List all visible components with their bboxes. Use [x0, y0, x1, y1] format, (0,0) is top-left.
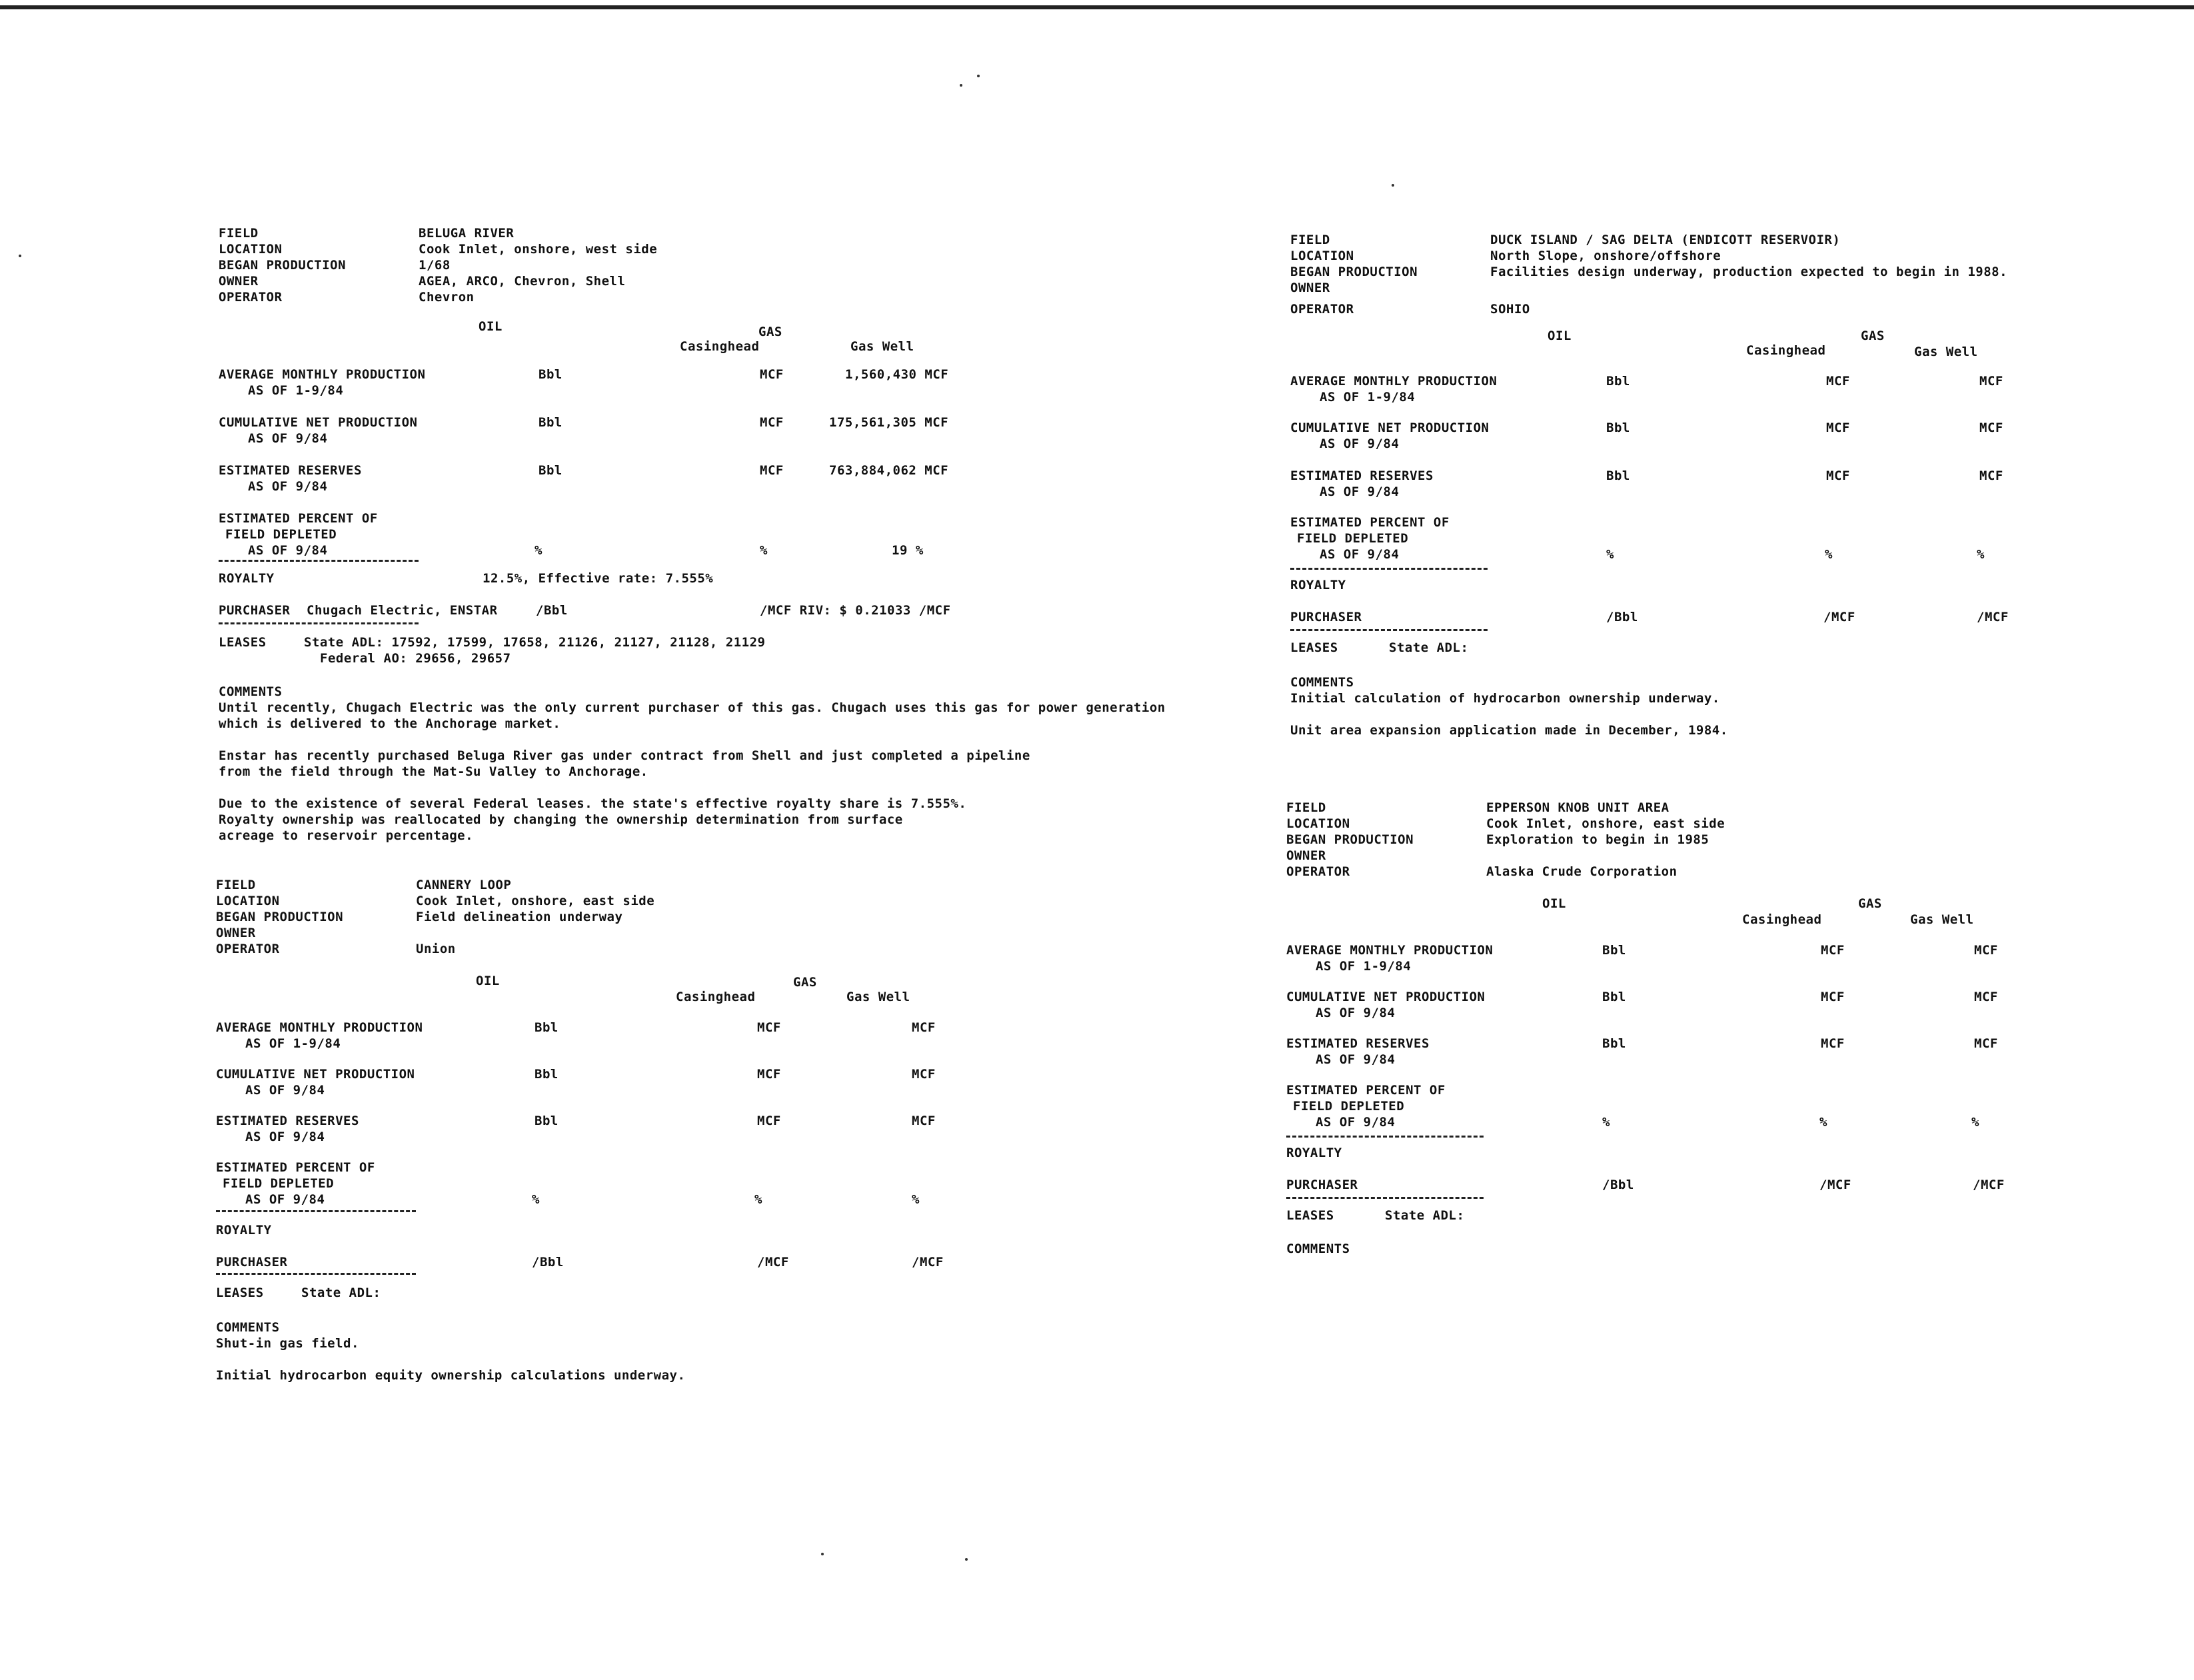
gas-well-column-header: Gas Well: [850, 339, 914, 354]
field-block-epperson-knob: [1286, 800, 2153, 1266]
row-sublabel: AS OF 9/84: [248, 543, 328, 558]
row-label: ESTIMATED RESERVES: [219, 463, 362, 478]
operator-value: SOHIO: [1490, 302, 1530, 317]
gas-well-value: MCF: [1979, 420, 2003, 435]
gas-price: /MCF RIV: $ 0.21033 /MCF: [760, 603, 951, 618]
row-label: ESTIMATED PERCENT OF: [216, 1160, 375, 1175]
purchaser-label: PURCHASER: [216, 1255, 288, 1269]
divider: [1286, 1136, 1484, 1138]
oil-value: %: [1602, 1115, 1610, 1130]
field-label: FIELD: [216, 878, 256, 892]
row-label: CUMULATIVE NET PRODUCTION: [219, 415, 418, 430]
purchaser-label: PURCHASER: [219, 603, 291, 618]
divider: [1290, 629, 1488, 631]
operator-label: OPERATOR: [219, 290, 283, 305]
gas-well-value: MCF: [912, 1114, 936, 1128]
row-sublabel: AS OF 9/84: [248, 431, 328, 446]
comment-paragraph: Unit area expansion application made in December, 1984.: [1290, 723, 1728, 738]
began-production-label: BEGAN PRODUCTION: [219, 258, 347, 273]
row-label: CUMULATIVE NET PRODUCTION: [216, 1067, 415, 1082]
row-sublabel: AS OF 9/84: [1316, 1052, 1396, 1067]
oil-column-header: OIL: [479, 319, 503, 334]
gas-well-value: MCF: [1974, 943, 1998, 958]
owner-label: OWNER: [1290, 281, 1330, 295]
row-label: ESTIMATED RESERVES: [1286, 1036, 1430, 1051]
row-label: AVERAGE MONTHLY PRODUCTION: [216, 1020, 423, 1035]
casinghead-price: /MCF: [757, 1255, 789, 1269]
operator-value: Chevron: [419, 290, 475, 305]
oil-value: Bbl: [1602, 943, 1626, 958]
field-header: [219, 225, 885, 305]
leases-label: LEASES: [216, 1285, 264, 1300]
row-label: ESTIMATED PERCENT OF: [219, 511, 378, 526]
comments-section: [1290, 674, 2090, 754]
gas-column-header: GAS: [1858, 896, 1882, 911]
field-header: [1286, 800, 1953, 880]
scan-top-border: [0, 5, 2194, 9]
oil-price: /Bbl: [532, 1255, 564, 1269]
oil-value: Bbl: [1606, 468, 1630, 483]
comment-paragraph: Due to the existence of several Federal leases. the state's effective royalty share is 7.555%. Royalty ownership was reallocated by changing the ownership determination from surface acreage to reservoir percentage.: [219, 796, 967, 843]
row-sublabel: AS OF 1-9/84: [245, 1036, 341, 1051]
field-name: EPPERSON KNOB UNIT AREA: [1486, 800, 1669, 815]
field-header: [1290, 232, 2157, 317]
oil-price: /Bbl: [1606, 610, 1638, 624]
row-label: ESTIMATED PERCENT OF: [1290, 515, 1450, 530]
casinghead-price: /MCF: [1823, 610, 1855, 624]
comment-paragraph: Shut-in gas field.: [216, 1336, 359, 1351]
casinghead-value: MCF: [1821, 990, 1845, 1004]
gas-well-price: /MCF: [912, 1255, 944, 1269]
location-value: Cook Inlet, onshore, west side: [419, 242, 658, 257]
casinghead-column-header: Casinghead: [676, 990, 756, 1004]
leases-line-1: State ADL:: [1389, 640, 1469, 655]
gas-well-value: %: [912, 1192, 920, 1207]
casinghead-value: MCF: [1826, 468, 1850, 483]
oil-value: Bbl: [1602, 990, 1626, 1004]
casinghead-value: MCF: [760, 415, 784, 430]
leases-label: LEASES: [1290, 640, 1338, 655]
row-sublabel: AS OF 9/84: [248, 479, 328, 494]
gas-well-value: 175,561,305 MCF: [829, 415, 949, 430]
scan-speck: [965, 1558, 968, 1561]
operator-label: OPERATOR: [1290, 302, 1354, 317]
row-label-2: FIELD DEPLETED: [225, 527, 337, 542]
location-label: LOCATION: [1290, 249, 1354, 263]
row-label: ESTIMATED RESERVES: [216, 1114, 359, 1128]
field-label: FIELD: [1290, 233, 1330, 247]
casinghead-value: MCF: [1826, 374, 1850, 389]
casinghead-column-header: Casinghead: [1742, 912, 1822, 927]
field-name: CANNERY LOOP: [416, 878, 512, 892]
row-label: AVERAGE MONTHLY PRODUCTION: [1286, 943, 1494, 958]
oil-value: %: [535, 543, 543, 558]
divider: [216, 1210, 416, 1212]
divider: [1290, 568, 1488, 570]
gas-well-value: %: [1971, 1115, 1979, 1130]
gas-well-column-header: Gas Well: [1910, 912, 1974, 927]
royalty-label: ROYALTY: [1290, 578, 1346, 592]
row-sublabel: AS OF 9/84: [245, 1130, 325, 1144]
row-sublabel: AS OF 9/84: [1320, 436, 1400, 451]
field-label: FIELD: [1286, 800, 1326, 815]
row-label: ESTIMATED PERCENT OF: [1286, 1083, 1446, 1098]
row-sublabel: AS OF 1-9/84: [1316, 959, 1412, 974]
casinghead-value: MCF: [1821, 1036, 1845, 1051]
oil-column-header: OIL: [476, 974, 500, 988]
location-label: LOCATION: [219, 242, 283, 257]
divider: [219, 560, 419, 562]
row-sublabel: AS OF 9/84: [1316, 1006, 1396, 1020]
comment-paragraph: Initial hydrocarbon equity ownership calculations underway.: [216, 1368, 686, 1383]
row-sublabel: AS OF 9/84: [1320, 484, 1400, 499]
field-block-duck-island: [1290, 232, 2157, 752]
gas-column-header: GAS: [1861, 329, 1885, 343]
gas-well-value: 1,560,430 MCF: [845, 367, 949, 382]
field-name: DUCK ISLAND / SAG DELTA (ENDICOTT RESERVOIR): [1490, 233, 1841, 247]
began-production-value: 1/68: [419, 258, 451, 273]
oil-price: /Bbl: [1602, 1178, 1634, 1192]
owner-value: AGEA, ARCO, Chevron, Shell: [419, 274, 626, 289]
row-label: CUMULATIVE NET PRODUCTION: [1286, 990, 1486, 1004]
row-label: AVERAGE MONTHLY PRODUCTION: [219, 367, 426, 382]
comments-section: [1286, 1241, 2086, 1257]
row-label-2: FIELD DEPLETED: [223, 1176, 335, 1191]
gas-well-column-header: Gas Well: [846, 990, 910, 1004]
row-label: CUMULATIVE NET PRODUCTION: [1290, 420, 1490, 435]
gas-column-header: GAS: [793, 975, 817, 990]
casinghead-value: MCF: [1821, 943, 1845, 958]
comments-section: [219, 684, 1166, 860]
gas-well-price: /MCF: [1973, 1178, 2005, 1192]
casinghead-column-header: Casinghead: [1746, 343, 1826, 358]
oil-column-header: OIL: [1548, 329, 1572, 343]
oil-value: Bbl: [539, 367, 562, 382]
casinghead-value: MCF: [757, 1114, 781, 1128]
owner-label: OWNER: [216, 926, 256, 940]
oil-value: Bbl: [535, 1067, 558, 1082]
casinghead-value: MCF: [757, 1067, 781, 1082]
operator-label: OPERATOR: [216, 942, 280, 956]
began-production-label: BEGAN PRODUCTION: [1286, 832, 1414, 847]
oil-value: Bbl: [1602, 1036, 1626, 1051]
scan-speck: [821, 1553, 824, 1555]
field-label: FIELD: [219, 226, 259, 241]
casinghead-value: %: [760, 543, 768, 558]
oil-value: %: [532, 1192, 540, 1207]
row-sublabel: AS OF 1-9/84: [248, 383, 344, 398]
leases-label: LEASES: [219, 635, 267, 650]
row-sublabel: AS OF 9/84: [245, 1083, 325, 1098]
comments-label: COMMENTS: [1290, 675, 1354, 690]
oil-value: Bbl: [539, 463, 562, 478]
casinghead-value: MCF: [760, 463, 784, 478]
gas-well-column-header: Gas Well: [1914, 345, 1978, 359]
casinghead-column-header: Casinghead: [680, 339, 760, 354]
gas-well-value: MCF: [1974, 990, 1998, 1004]
field-header: [216, 877, 882, 957]
purchaser-label: PURCHASER: [1290, 610, 1362, 624]
began-production-label: BEGAN PRODUCTION: [1290, 265, 1418, 279]
row-label: AVERAGE MONTHLY PRODUCTION: [1290, 374, 1498, 389]
row-label: ESTIMATED RESERVES: [1290, 468, 1434, 483]
gas-well-value: MCF: [1979, 374, 2003, 389]
casinghead-value: %: [1819, 1115, 1827, 1130]
leases-line-1: State ADL:: [1385, 1208, 1465, 1223]
owner-label: OWNER: [1286, 848, 1326, 863]
comment-paragraph: Until recently, Chugach Electric was the only current purchaser of this gas. Chugach uses this gas for power generation which is delivered to the Anchorage market.: [219, 700, 1166, 731]
gas-well-value: MCF: [1974, 1036, 1998, 1051]
began-production-value: Facilities design underway, production expected to begin in 1988.: [1490, 265, 2008, 279]
operator-value: Union: [416, 942, 456, 956]
gas-well-value: MCF: [1979, 468, 2003, 483]
scan-speck: [977, 75, 980, 77]
location-value: Cook Inlet, onshore, east side: [416, 894, 655, 908]
gas-well-value: %: [1977, 547, 1985, 562]
leases-line-1: State ADL:: [301, 1285, 381, 1300]
scan-speck: [1392, 184, 1394, 187]
row-label-2: FIELD DEPLETED: [1293, 1099, 1405, 1114]
purchaser-label: PURCHASER: [1286, 1178, 1358, 1192]
casinghead-value: MCF: [757, 1020, 781, 1035]
gas-well-value: MCF: [912, 1020, 936, 1035]
leases-line-2: Federal AO: 29656, 29657: [320, 651, 511, 666]
comment-paragraph: Enstar has recently purchased Beluga River gas under contract from Shell and just completed a pipeline from the field through the Mat-Su Valley to Anchorage.: [219, 748, 1030, 779]
casinghead-value: %: [754, 1192, 762, 1207]
oil-value: Bbl: [535, 1114, 558, 1128]
location-value: North Slope, onshore/offshore: [1490, 249, 1721, 263]
row-sublabel: AS OF 9/84: [1316, 1115, 1396, 1130]
royalty-label: ROYALTY: [219, 571, 275, 586]
divider: [219, 622, 419, 624]
began-production-value: Exploration to begin in 1985: [1486, 832, 1709, 847]
gas-well-value: 19 %: [892, 543, 924, 558]
casinghead-price: /MCF: [1819, 1178, 1851, 1192]
scan-speck: [960, 84, 962, 87]
field-block-cannery-loop: [216, 877, 1149, 1397]
purchaser-name: Chugach Electric, ENSTAR: [307, 603, 498, 618]
royalty-value: 12.5%, Effective rate: 7.555%: [483, 571, 714, 586]
location-value: Cook Inlet, onshore, east side: [1486, 816, 1725, 831]
oil-value: Bbl: [1606, 420, 1630, 435]
row-sublabel: AS OF 9/84: [245, 1192, 325, 1207]
began-production-label: BEGAN PRODUCTION: [216, 910, 344, 924]
oil-column-header: OIL: [1542, 896, 1566, 911]
scan-speck: [19, 255, 21, 257]
comments-section: [216, 1319, 1016, 1399]
operator-value: Alaska Crude Corporation: [1486, 864, 1677, 879]
row-sublabel: AS OF 9/84: [1320, 547, 1400, 562]
oil-value: Bbl: [1606, 374, 1630, 389]
casinghead-value: MCF: [760, 367, 784, 382]
royalty-label: ROYALTY: [1286, 1146, 1342, 1160]
gas-well-value: MCF: [912, 1067, 936, 1082]
leases-line-1: State ADL: 17592, 17599, 17658, 21126, 21127, 21128, 21129: [304, 635, 766, 650]
location-label: LOCATION: [216, 894, 280, 908]
operator-label: OPERATOR: [1286, 864, 1350, 879]
casinghead-value: %: [1825, 547, 1833, 562]
row-sublabel: AS OF 1-9/84: [1320, 390, 1416, 405]
gas-column-header: GAS: [758, 325, 782, 339]
oil-value: %: [1606, 547, 1614, 562]
comments-label: COMMENTS: [1286, 1242, 1350, 1256]
owner-label: OWNER: [219, 274, 259, 289]
oil-value: Bbl: [535, 1020, 558, 1035]
gas-well-value: 763,884,062 MCF: [829, 463, 949, 478]
location-label: LOCATION: [1286, 816, 1350, 831]
leases-label: LEASES: [1286, 1208, 1334, 1223]
began-production-value: Field delineation underway: [416, 910, 623, 924]
comments-label: COMMENTS: [216, 1320, 280, 1335]
row-label-2: FIELD DEPLETED: [1297, 531, 1409, 546]
comment-paragraph: Initial calculation of hydrocarbon ownership underway.: [1290, 691, 1720, 706]
oil-value: Bbl: [539, 415, 562, 430]
comments-label: COMMENTS: [219, 684, 283, 699]
field-name: BELUGA RIVER: [419, 226, 515, 241]
casinghead-value: MCF: [1826, 420, 1850, 435]
divider: [1286, 1197, 1484, 1199]
oil-price: /Bbl: [536, 603, 568, 618]
royalty-label: ROYALTY: [216, 1223, 272, 1238]
divider: [216, 1273, 416, 1275]
field-block-beluga-river: [219, 225, 1166, 843]
gas-well-price: /MCF: [1977, 610, 2009, 624]
